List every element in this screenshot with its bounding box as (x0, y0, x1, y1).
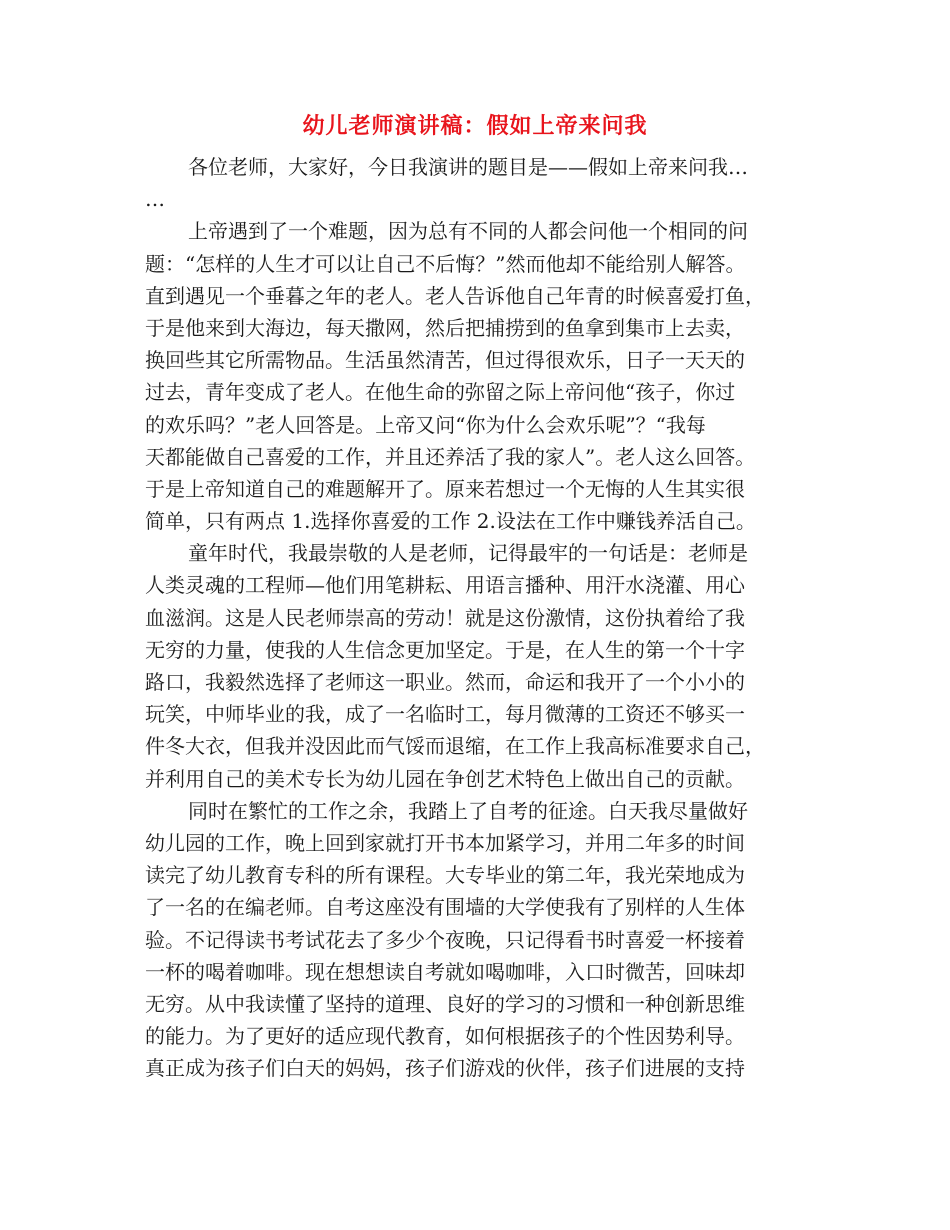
document-title: 幼儿老师演讲稿：假如上帝来问我 (302, 113, 648, 139)
text-line: 路口，我毅然选择了老师这一职业。然而，命运和我开了一个小小的 (145, 670, 745, 694)
text-line: 无穷。从中我读懂了坚持的道理、良好的学习的习惯和一种创新思维 (145, 991, 745, 1016)
text-line: 换回些其它所需物品。生活虽然清苦，但过得很欢乐，日子一天天的 (145, 348, 745, 373)
text-line-paragraph-start: 上帝遇到了一个难题，因为总有不同的人都会问他一个相同的问 (188, 219, 748, 244)
text-line: 题：“怎样的人生才可以让自己不后悔？”然而他却不能给别人解答。 (145, 251, 746, 276)
text-line: 并利用自己的美术专长为幼儿园在争创艺术特色上做出自己的贡献。 (145, 766, 745, 791)
text-line: 了一名的在编老师。自考这座没有围墙的大学使我有了别样的人生体 (145, 895, 745, 920)
text-line: 天都能做自己喜爱的工作，并且还养活了我的家人”。老人这么回答。 (145, 444, 756, 469)
text-line: 过去，青年变成了老人。在他生命的弥留之际上帝问他“孩子，你过 (145, 380, 736, 405)
text-line: 血滋润。这是人民老师崇高的劳动！就是这份激情，这份执着给了我 (145, 605, 745, 630)
text-line: 幼儿园的工作，晚上回到家就打开书本加紧学习，并用二年多的时间 (145, 830, 745, 855)
text-line: 玩笑，中师毕业的我，成了一名临时工，每月微薄的工资还不够买一 (145, 702, 745, 727)
text-line: 直到遇见一个垂暮之年的老人。老人告诉他自己年青的时候喜爱打鱼， (145, 283, 765, 308)
text-line: 人类灵魂的工程师—他们用笔耕耘、用语言播种、用汗水浇灌、用心 (145, 573, 745, 598)
text-line: 无穷的力量，使我的人生信念更加坚定。于是，在人生的第一个十字 (145, 637, 745, 662)
text-line-greeting: 各位老师，大家好，今日我演讲的题目是——假如上帝来问我… (188, 155, 748, 179)
text-line: 于是他来到大海边，每天撒网，然后把捕捞到的鱼拿到集市上去卖， (145, 315, 745, 340)
text-line-paragraph-start: 童年时代，我最崇敬的人是老师，记得最牢的一句话是：老师是 (188, 541, 748, 566)
text-line-paragraph-start: 同时在繁忙的工作之余，我踏上了自考的征途。白天我尽量做好 (188, 798, 748, 823)
text-line: 验。不记得读书考试花去了多少个夜晚，只记得看书时喜爱一杯接着 (145, 927, 745, 952)
text-line: 的欢乐吗？”老人回答是。上帝又问“你为什么会欢乐呢”？“我每 (145, 412, 706, 437)
text-line: … (145, 187, 165, 212)
document-body (145, 151, 805, 1084)
text-line: 读完了幼儿教育专科的所有课程。大专毕业的第二年，我光荣地成为 (145, 863, 745, 888)
text-line: 件冬大衣，但我并没因此而气馁而退缩，在工作上我高标准要求自己， (145, 734, 765, 759)
text-line: 的能力。为了更好的适应现代教育，如何根据孩子的个性因势利导。 (145, 1024, 745, 1049)
text-line: 于是上帝知道自己的难题解开了。原来若想过一个无悔的人生其实很 (145, 476, 745, 501)
text-line: 真正成为孩子们白天的妈妈，孩子们游戏的伙伴，孩子们进展的支持 (145, 1056, 745, 1081)
text-line: 一杯的喝着咖啡。现在想想读自考就如喝咖啡，入口时微苦，回味却 (145, 959, 745, 984)
text-line: 简单，只有两点 1.选择你喜爱的工作 2.设法在工作中赚钱养活自己。 (145, 509, 756, 534)
